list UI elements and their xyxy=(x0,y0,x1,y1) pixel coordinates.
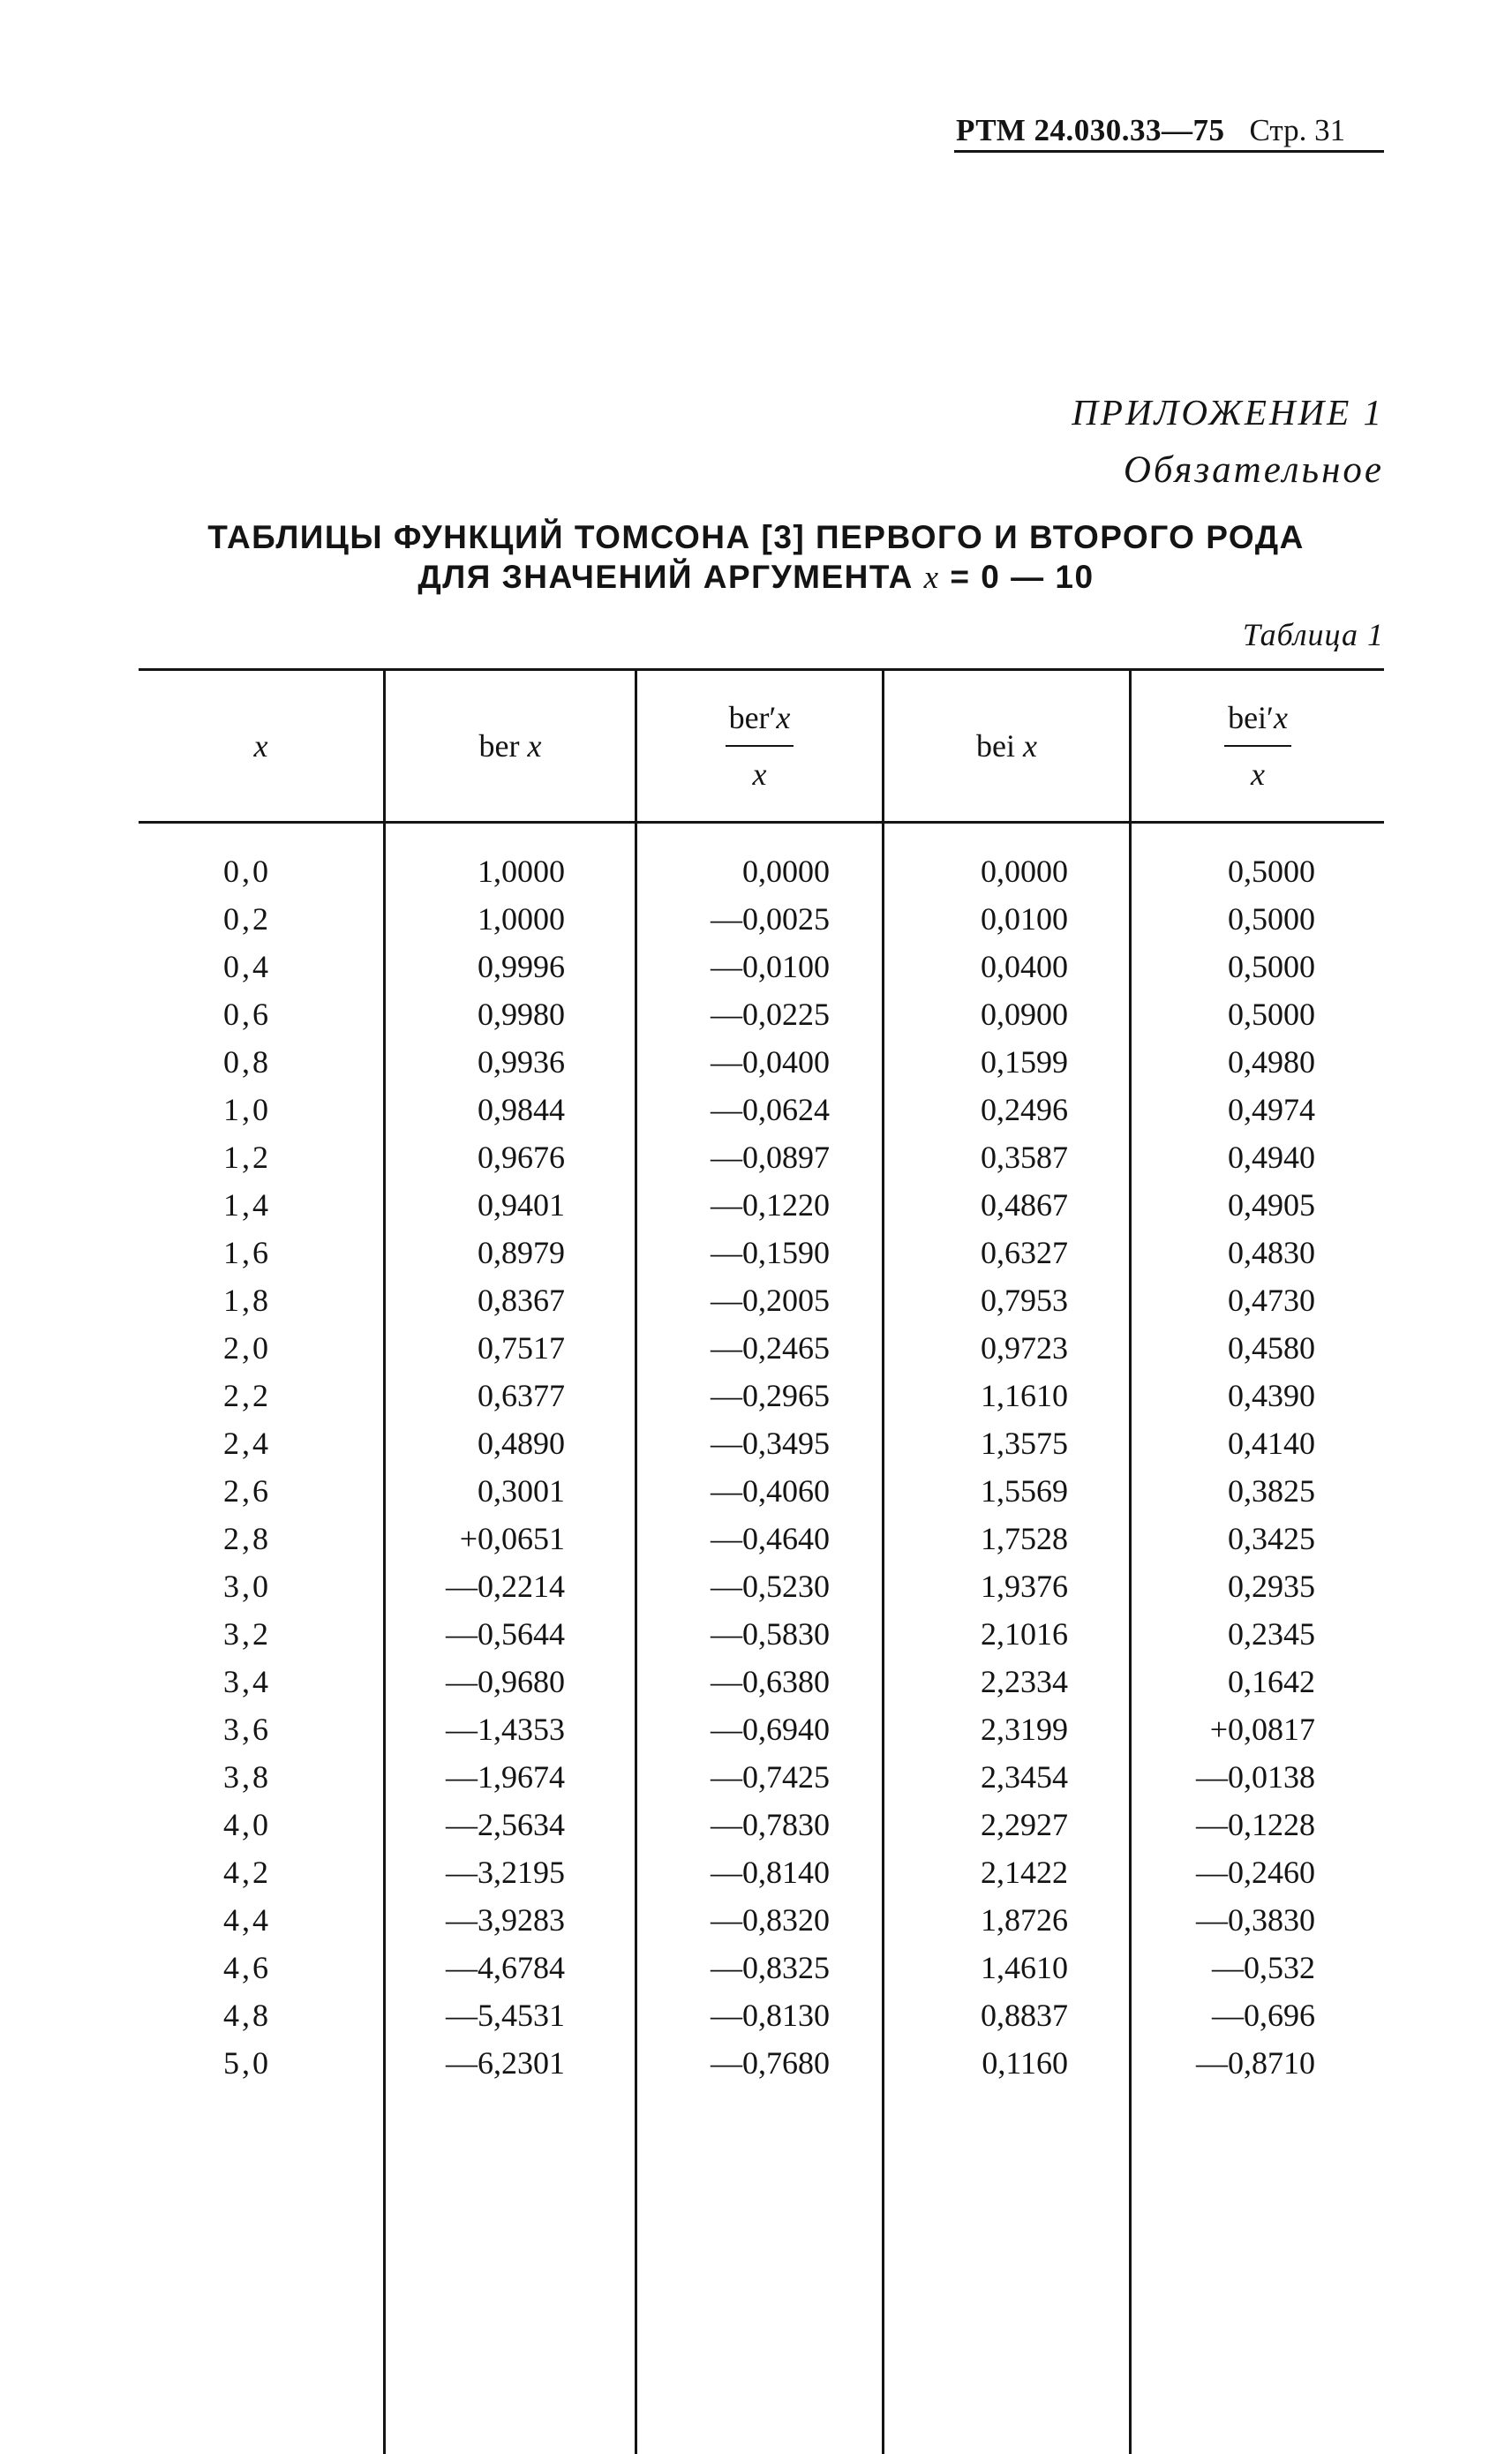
header-rule xyxy=(954,150,1384,153)
table-row: 1,8 0,8367 —0,2005 0,7953 0,4730 xyxy=(223,1283,1315,1318)
column-header-bei-prime-over-x xyxy=(1132,671,1384,821)
table-row: 3,0 —0,2214 —0,5230 1,9376 0,2935 xyxy=(223,1569,1315,1604)
title-prefix: ДЛЯ ЗНАЧЕНИЙ АРГУМЕНТА xyxy=(417,559,924,595)
table-row: 3,2 —0,5644 —0,5830 2,1016 0,2345 xyxy=(223,1616,1315,1652)
table-row: 3,4 —0,9680 —0,6380 2,2334 0,1642 xyxy=(223,1664,1315,1699)
column-header-ber: ber x xyxy=(478,728,542,764)
table-row: 3,8 —1,9674 —0,7425 2,3454 —0,0138 xyxy=(223,1759,1315,1795)
document-number: РТМ 24.030.33—75 xyxy=(956,113,1225,147)
column-header-bei: bei x xyxy=(976,728,1037,764)
page-number: Стр. 31 xyxy=(1249,113,1346,147)
fraction: $\frac{\text{ber′x}}{x}$ xyxy=(726,699,794,793)
table-row: 5,0 —6,2301 —0,7680 0,1160 —0,8710 xyxy=(223,2045,1315,2081)
table-row: 4,0 —2,5634 —0,7830 2,2927 —0,1228 xyxy=(223,1807,1315,1842)
table-row: 4,8 —5,4531 —0,8130 0,8837 —0,696 xyxy=(223,1998,1315,2033)
table-row: 2,4 0,4890 —0,3495 1,3575 0,4140 xyxy=(223,1426,1315,1461)
column-header-ber-prime-over-x xyxy=(637,671,882,821)
title-range: = 0 — 10 xyxy=(939,559,1095,595)
fraction: $\frac{\text{bei′x}}{x}$ xyxy=(1224,699,1291,793)
table-row: 0,8 0,9936 —0,0400 0,1599 0,4980 xyxy=(223,1044,1315,1080)
table-row: 0,0 1,0000 0,0000 0,0000 0,5000 xyxy=(223,854,1315,889)
appendix-label: ПРИЛОЖЕНИЕ 1 xyxy=(1072,392,1384,433)
table-header-rule xyxy=(139,821,1384,824)
table-row: 2,6 0,3001 —0,4060 1,5569 0,3825 xyxy=(223,1473,1315,1509)
table-row: 1,2 0,9676 —0,0897 0,3587 0,4940 xyxy=(223,1140,1315,1175)
table-row: 2,8 +0,0651 —0,4640 1,7528 0,3425 xyxy=(223,1521,1315,1556)
page-title-line-1: ТАБЛИЦЫ ФУНКЦИЙ ТОМСОНА [3] ПЕРВОГО И ВТОРОГО РОДА xyxy=(207,519,1305,555)
table-row: 2,2 0,6377 —0,2965 1,1610 0,4390 xyxy=(223,1378,1315,1413)
page-title-line-2 xyxy=(0,559,1512,597)
column-header-x: x xyxy=(253,728,268,764)
appendix-status: Обязательное xyxy=(1123,449,1384,491)
table-row: 4,4 —3,9283 —0,8320 1,8726 —0,3830 xyxy=(223,1902,1315,1938)
table-row: 0,2 1,0000 —0,0025 0,0100 0,5000 xyxy=(223,901,1315,937)
table-row: 3,6 —1,4353 —0,6940 2,3199 +0,0817 xyxy=(223,1712,1315,1747)
table-row: 4,2 —3,2195 —0,8140 2,1422 —0,2460 xyxy=(223,1855,1315,1890)
running-header xyxy=(956,113,1345,148)
table-row: 2,0 0,7517 —0,2465 0,9723 0,4580 xyxy=(223,1330,1315,1366)
table-row: 1,0 0,9844 —0,0624 0,2496 0,4974 xyxy=(223,1092,1315,1127)
table-row: 4,6 —4,6784 —0,8325 1,4610 —0,532 xyxy=(223,1950,1315,1985)
table-row: 0,6 0,9980 —0,0225 0,0900 0,5000 xyxy=(223,997,1315,1032)
title-argument-variable: x xyxy=(923,560,940,596)
table-caption: Таблица 1 xyxy=(1242,617,1384,652)
table-row: 1,4 0,9401 —0,1220 0,4867 0,4905 xyxy=(223,1187,1315,1223)
table-row: 0,4 0,9996 —0,0100 0,0400 0,5000 xyxy=(223,949,1315,984)
table-row: 1,6 0,8979 —0,1590 0,6327 0,4830 xyxy=(223,1235,1315,1270)
